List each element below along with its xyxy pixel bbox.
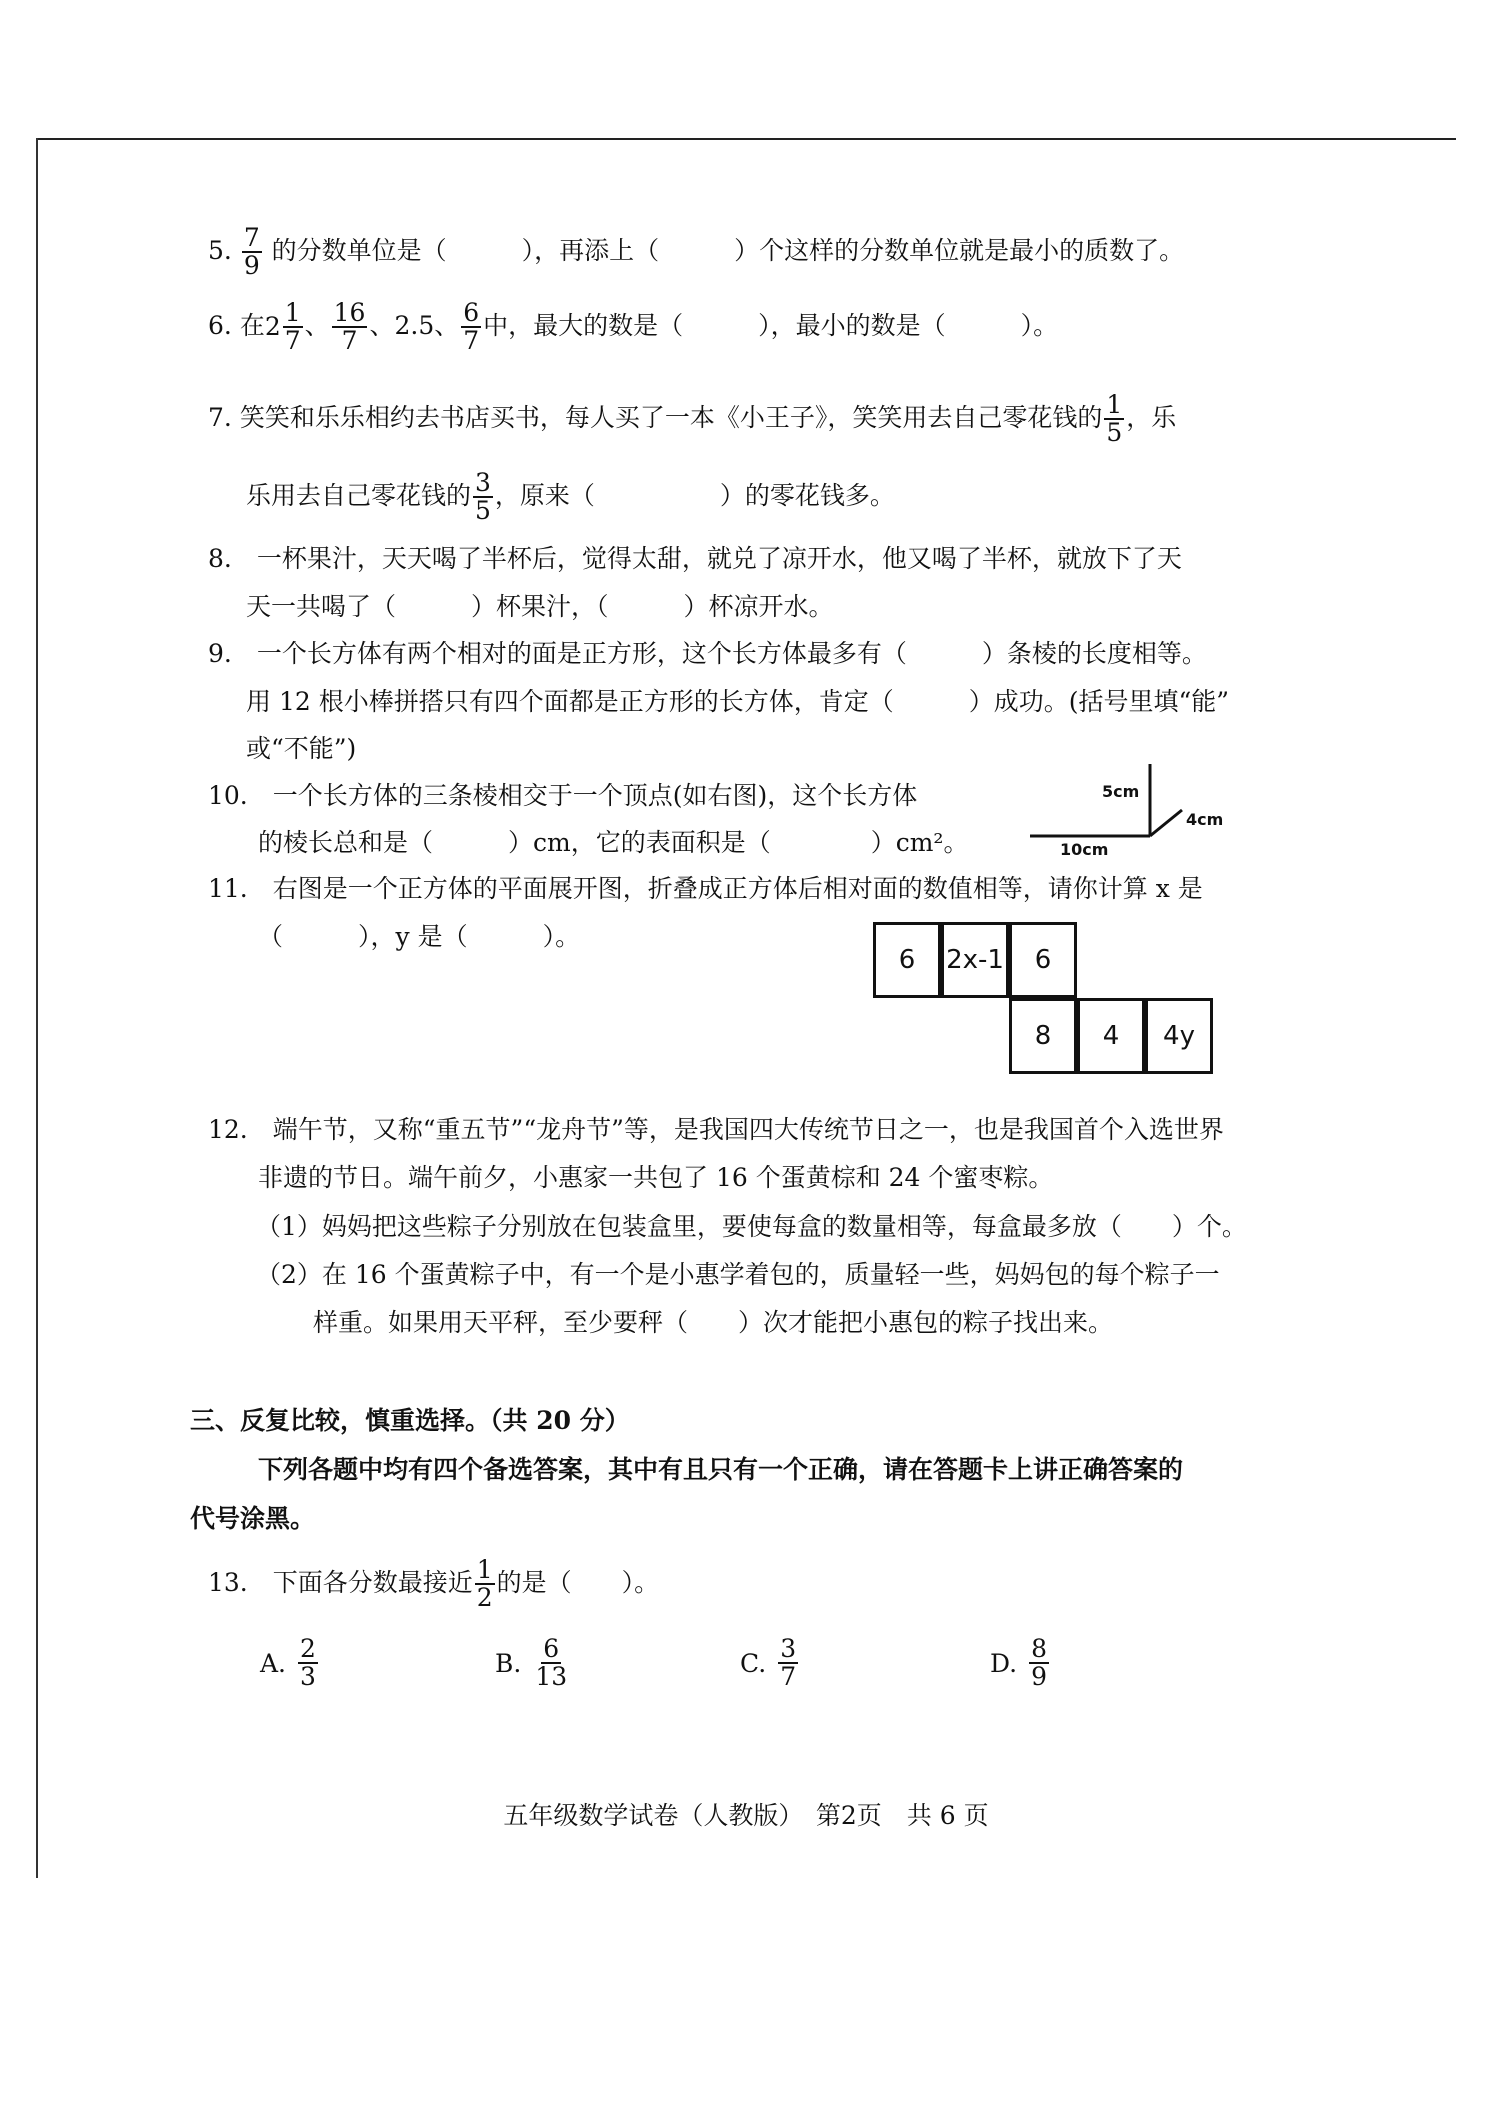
net-cell: 2x-1 xyxy=(941,922,1009,998)
net-cell: 8 xyxy=(1009,998,1077,1074)
question-9-line-3: 或“不能”) xyxy=(246,734,357,763)
question-number: 7. xyxy=(208,402,232,432)
net-cell: 4 xyxy=(1077,998,1145,1074)
net-cell: 4y xyxy=(1145,998,1213,1074)
question-12-part-2-line-2: 样重。如果用天平秤，至少要秤（ ）次才能把小惠包的粽子找出来。 xyxy=(313,1308,1114,1337)
question-number: 5. xyxy=(208,235,232,265)
section-3-instruction-line-2: 代号涂黑。 xyxy=(190,1504,316,1533)
question-12-line-2: 非遗的节日。端午前夕，小惠家一共包了 16 个蛋黄棕和 24 个蜜枣粽。 xyxy=(258,1163,1054,1192)
top-rule xyxy=(38,138,1456,140)
net-cell: 6 xyxy=(873,922,941,998)
question-text: 中，最大的数是（ ），最小的数是（ ）。 xyxy=(483,310,1059,340)
option-label: A. xyxy=(260,1648,287,1678)
question-6: 6. 在 2 $\frac{1}{7}$ 、 $\frac{16}{7}$ 、2.5、 $\frac{6}{7}$ 中，最大的数是（ ），最小的数是（ ）。 xyxy=(208,298,1059,356)
question-12-part-1: （1）妈妈把这些粽子分别放在包装盒里，要使每盒的数量相等，每盒最多放（ ）个。 xyxy=(256,1212,1247,1241)
option-c[interactable] xyxy=(740,1636,800,1691)
option-b[interactable] xyxy=(495,1636,571,1691)
cuboid-edges-figure xyxy=(1030,760,1245,860)
option-label: D. xyxy=(990,1648,1018,1678)
question-13: 13. 下面各分数最接近 $\frac{1}{2}$ 的是（ ）。 xyxy=(208,1555,660,1613)
question-text: 的分数单位是（ ），再添上（ ）个这样的分数单位就是最小的质数了。 xyxy=(271,235,1185,265)
fraction: $\frac{1}{5}$ xyxy=(1106,390,1123,448)
cube-net-figure xyxy=(873,922,1227,1078)
question-10-line-1: 10. 一个长方体的三条棱相交于一个顶点(如右图)，这个长方体 xyxy=(208,781,918,810)
fraction: $\frac{1}{2}$ xyxy=(476,1555,493,1613)
depth-label: 4cm xyxy=(1186,810,1224,829)
question-number: 6. xyxy=(208,310,232,340)
question-9-line-1: 9. 一个长方体有两个相对的面是正方形，这个长方体最多有（ ）条棱的长度相等。 xyxy=(208,639,1207,668)
question-9-line-2: 用 12 根小棒拼搭只有四个面都是正方形的长方体，肯定（ ）成功。(括号里填“能” xyxy=(246,687,1230,716)
fraction: $\frac{3}{5}$ xyxy=(475,468,491,526)
question-12-line-1: 12. 端午节，又称“重五节”“龙舟节”等，是我国四大传统节日之一，也是我国首个入选世界 xyxy=(208,1115,1224,1144)
option-fraction: $\frac{8}{9}$ xyxy=(1031,1634,1048,1692)
option-fraction: $\frac{3}{7}$ xyxy=(780,1634,797,1692)
question-text: 乐用去自己零花钱的 xyxy=(246,480,472,510)
fraction: $\frac{6}{7}$ xyxy=(463,298,480,356)
question-8-line-2: 天一共喝了（ ）杯果汁，（ ）杯凉开水。 xyxy=(246,592,834,621)
section-3-instruction-line-1: 下列各题中均有四个备选答案，其中有且只有一个正确，请在答题卡上讲正确答案的 xyxy=(258,1455,1184,1484)
option-fraction: $\frac{2}{3}$ xyxy=(300,1634,316,1692)
fraction: $\frac{7}{9}$ xyxy=(243,223,260,281)
question-7-line-1: 7. 笑笑和乐乐相约去书店买书，每人买了一本《小王子》，笑笑用去自己零花钱的 $\frac{1}{5}$ ，乐 xyxy=(208,390,1177,448)
question-text: 笑笑和乐乐相约去书店买书，每人买了一本《小王子》，笑笑用去自己零花钱的 xyxy=(239,402,1103,432)
question-text: 13. 下面各分数最接近 xyxy=(208,1567,473,1597)
height-label: 5cm xyxy=(1102,782,1140,801)
net-cell: 6 xyxy=(1009,922,1077,998)
question-8-line-1: 8. 一杯果汁，天天喝了半杯后，觉得太甜，就兑了凉开水，他又喝了半杯，就放下了天 xyxy=(208,544,1182,573)
option-label: C. xyxy=(740,1648,767,1678)
option-d[interactable] xyxy=(990,1636,1051,1691)
option-label: B. xyxy=(495,1648,522,1678)
section-3-title: 三、反复比较，慎重选择。（共 20 分） xyxy=(190,1406,630,1435)
question-11-line-1: 11. 右图是一个正方体的平面展开图，折叠成正方体后相对面的数值相等，请你计算 x 是 xyxy=(208,874,1203,903)
option-fraction: $\frac{6}{13}$ xyxy=(535,1634,568,1692)
question-12-part-2-line-1: （2）在 16 个蛋黄粽子中，有一个是小惠学着包的，质量轻一些，妈妈包的每个粽子一 xyxy=(256,1260,1220,1289)
question-10-line-2: 的棱长总和是（ ）cm，它的表面积是（ ）cm²。 xyxy=(258,828,969,857)
fraction: $\frac{16}{7}$ xyxy=(333,298,366,356)
option-a[interactable] xyxy=(260,1636,320,1691)
question-7-line-2: 乐用去自己零花钱的 $\frac{3}{5}$ ，原来（ ）的零花钱多。 xyxy=(246,468,895,526)
question-11-line-2: （ ），y 是（ ）。 xyxy=(258,922,581,951)
page-footer: 五年级数学试卷（人教版） 第2页 共 6 页 xyxy=(503,1801,989,1830)
width-label: 10cm xyxy=(1060,840,1109,859)
mixed-number: 2 $\frac{1}{7}$ xyxy=(264,298,301,356)
left-rule xyxy=(36,138,38,1878)
question-text: 在 xyxy=(239,310,265,340)
question-5 xyxy=(208,225,1184,280)
